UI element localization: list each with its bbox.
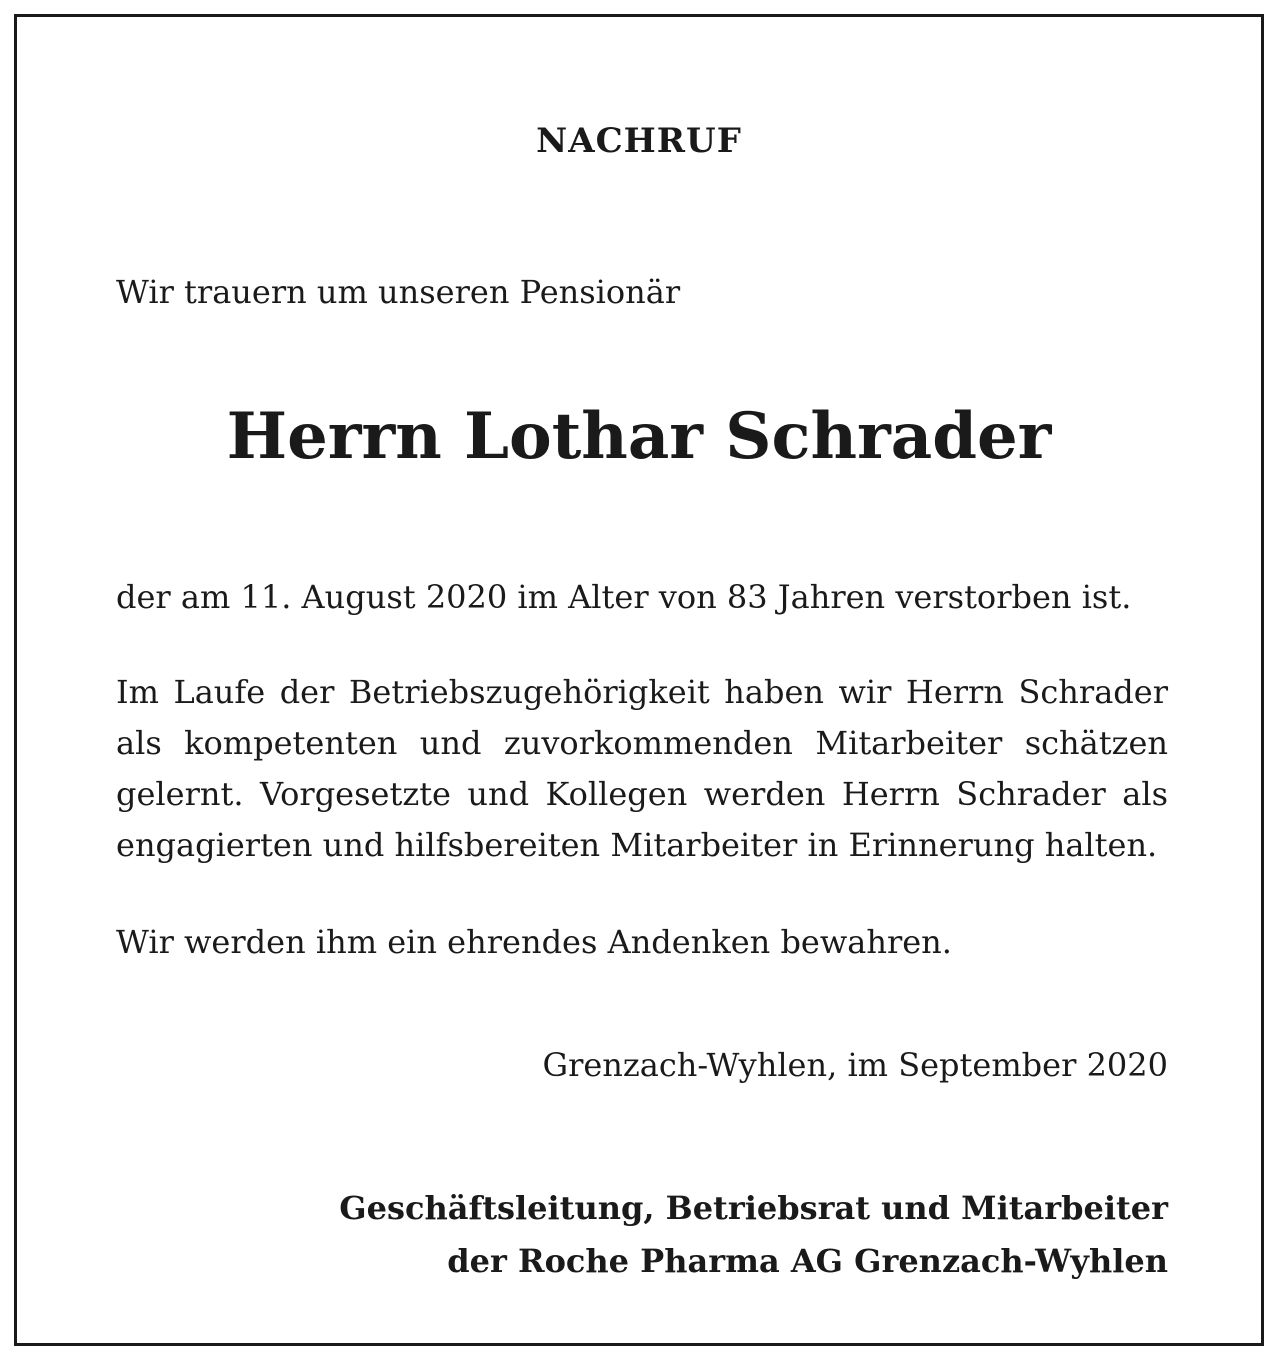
body-paragraph: Im Laufe der Betriebszugehörigkeit haben wir Herrn Schrader als kompetenten und zuvorkommenden Mitarbeiter schätzen gelernt. Vorgesetzte und Kollegen werden Herrn Schrader als engagierten und hilfsbereiten Mitarbeiter in Erinnerung halten. [116, 673, 1168, 864]
place-date: Grenzach-Wyhlen, im September 2020 [542, 1046, 1168, 1084]
closing-line: Wir werden ihm ein ehrendes Andenken bewahren. [116, 923, 952, 961]
deceased-name: Herrn Lothar Schrader [226, 399, 1052, 474]
signature-line-2: der Roche Pharma AG Grenzach-Wyhlen [447, 1242, 1168, 1280]
signature-line-1: Geschäftsleitung, Betriebsrat und Mitarbeiter [339, 1189, 1168, 1227]
death-line: der am 11. August 2020 im Alter von 83 Jahren verstorben ist. [116, 578, 1132, 616]
signature-block [116, 1182, 1168, 1288]
notice-heading: NACHRUF [536, 121, 742, 161]
intro-line: Wir trauern um unseren Pensionär [116, 273, 681, 311]
obituary-frame [14, 14, 1264, 1346]
